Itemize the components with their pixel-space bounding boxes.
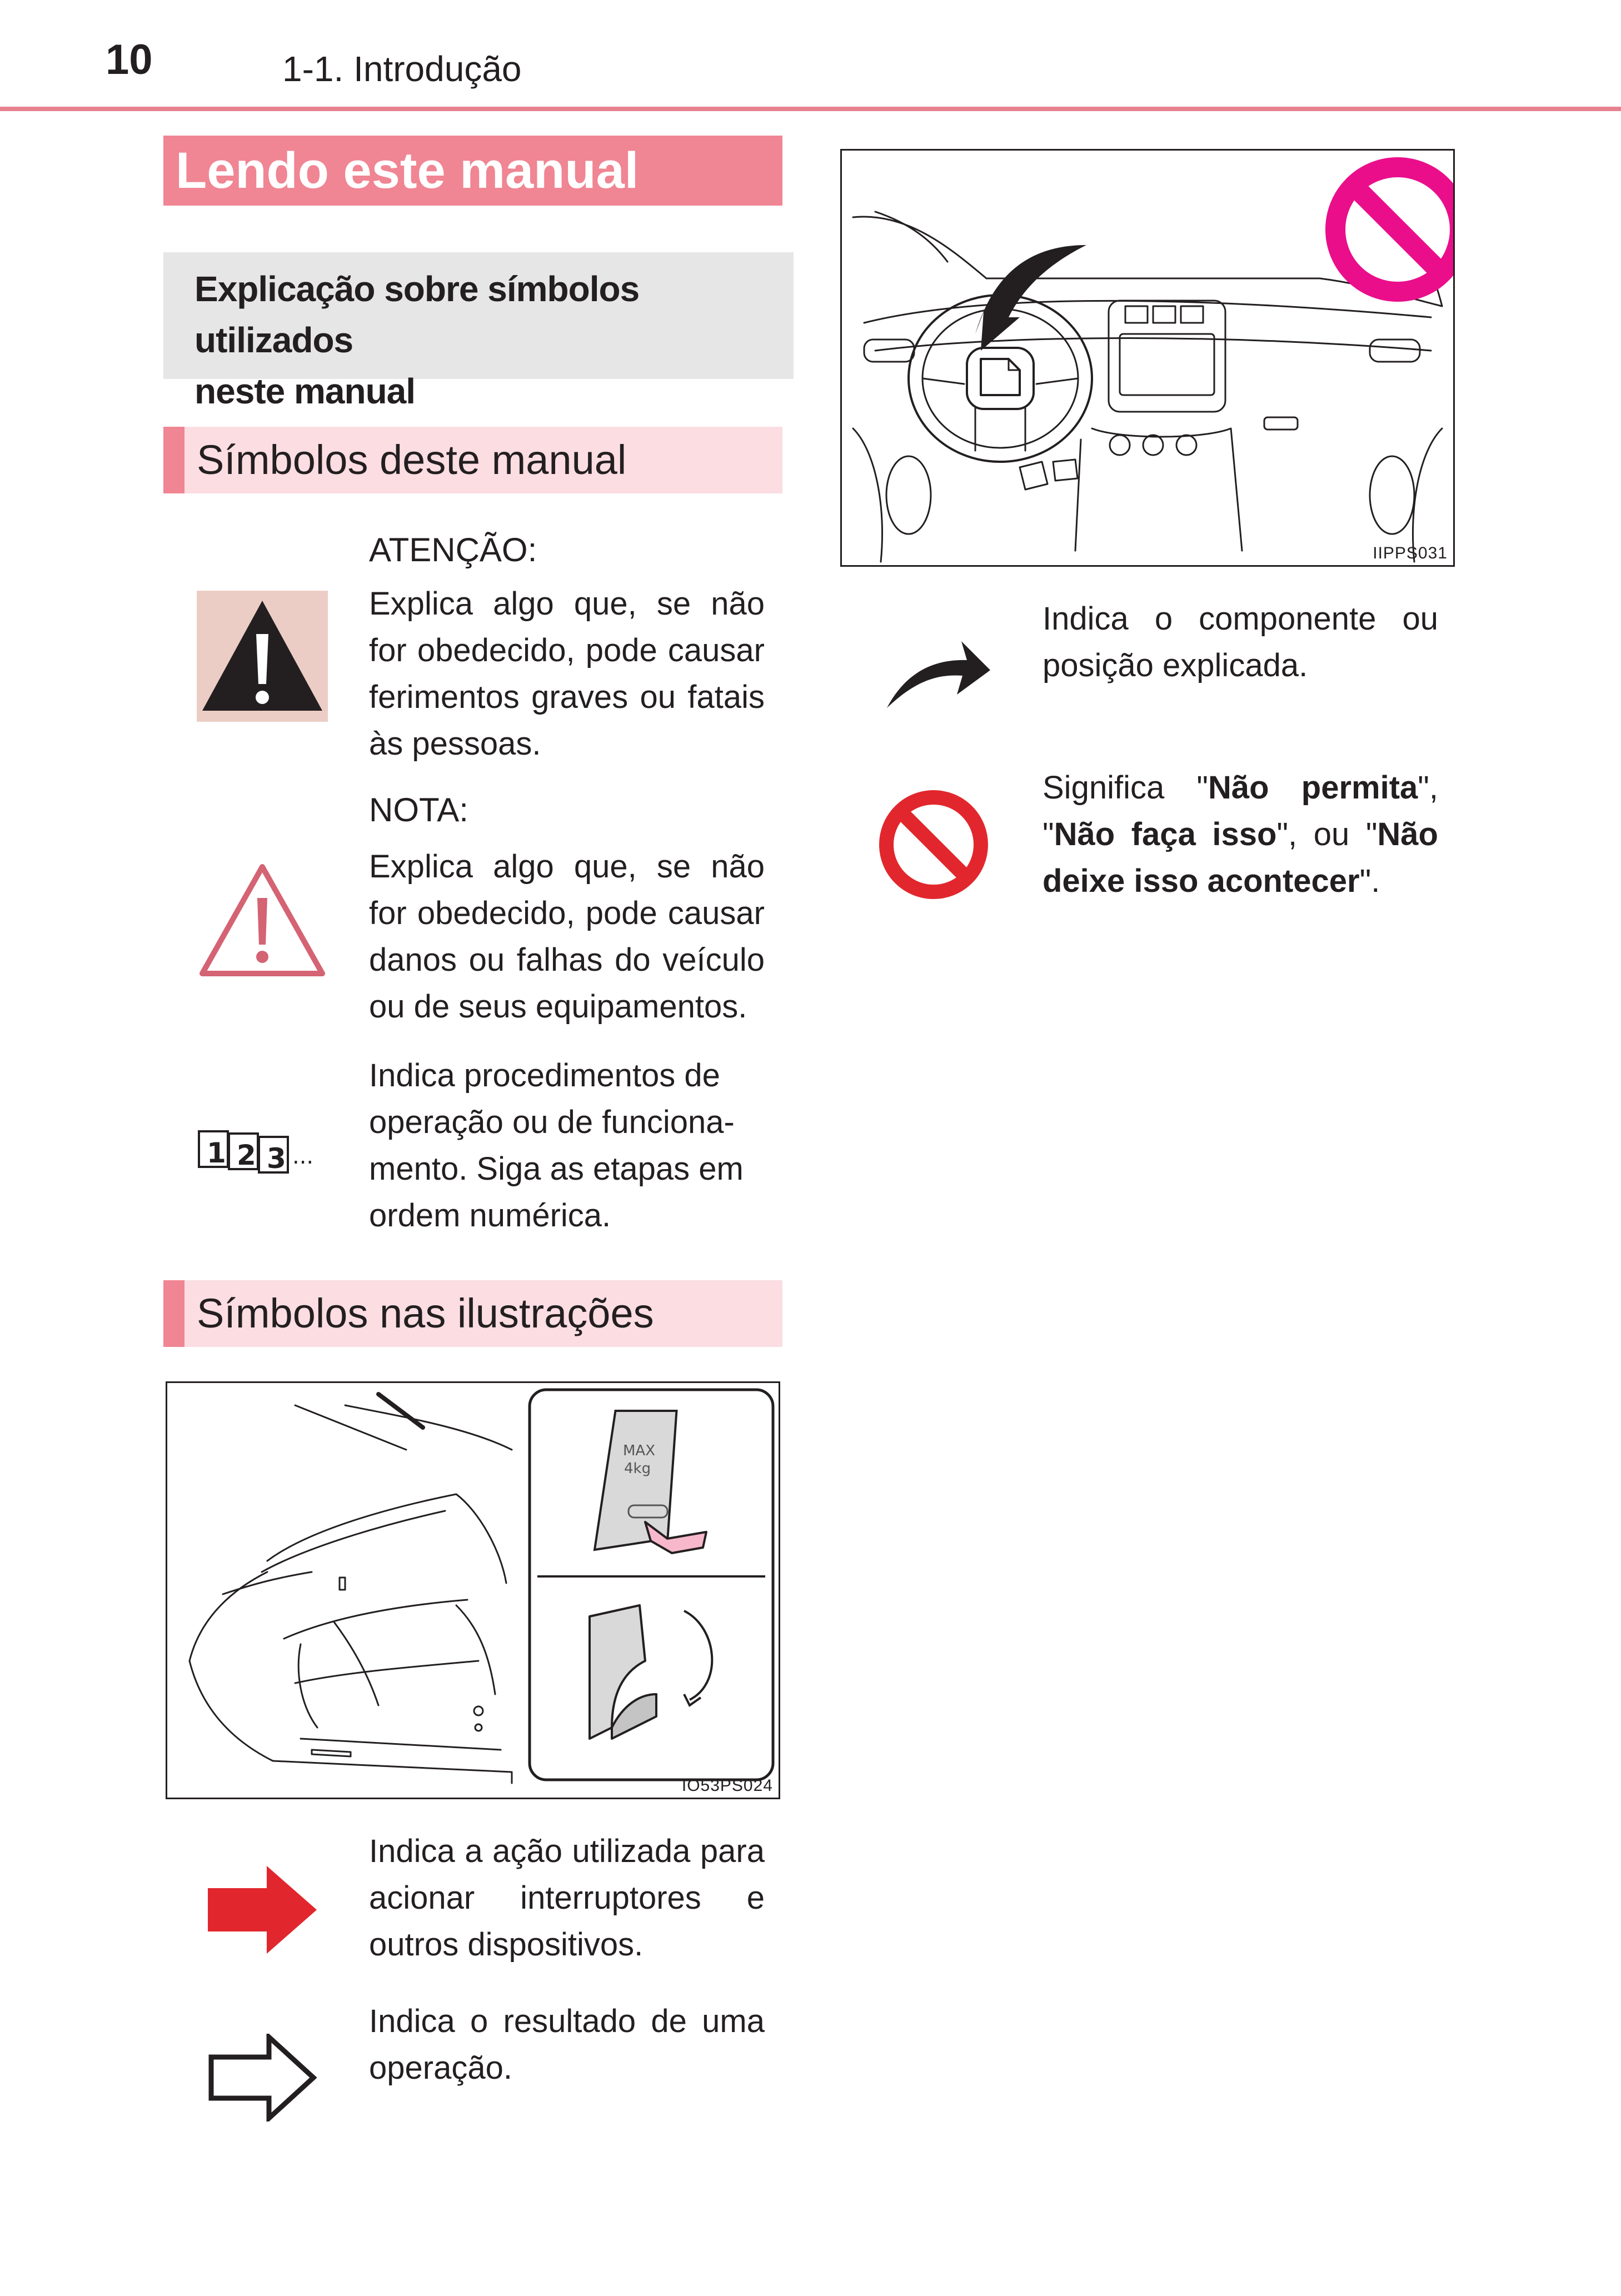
attention-text: Explica algo que, se não for obedecido, pode causar ferimentos graves ou fatais às pessoas. [369, 586, 765, 762]
curved-pointer-arrow-icon [884, 639, 992, 711]
dashboard-figure-code: IIPPS031 [1373, 544, 1448, 562]
component-text: Indica o componente ou posição explicada. [1043, 601, 1438, 683]
attention-label: ATENÇÃO: [369, 531, 537, 568]
warning-triangle-icon [197, 591, 328, 722]
subsection-line-2: neste manual [194, 371, 416, 411]
prohibition-bold-2: Não faça isso [1054, 816, 1277, 852]
heading-symbols-manual: Símbolos deste manual [163, 427, 782, 493]
steps-text: Indica procedimentos de operação ou de funciona-mento. Siga as etapas em ordem numérica. [369, 1057, 744, 1234]
subsection-line-1: Explicação sobre símbolos utilizados [194, 269, 640, 360]
step-digit-3: 3 [267, 1142, 286, 1175]
prohibition-bold-1: Não permita [1208, 770, 1418, 806]
prohibition-text [1043, 765, 1438, 905]
trunk-figure-code: IO53PS024 [681, 1776, 773, 1795]
subsection-heading [163, 252, 794, 411]
prohibition-text-prefix: Significa " [1043, 770, 1209, 806]
prohibition-text-mid-1: ", " [1043, 770, 1438, 852]
prohibition-text-suffix: ". [1359, 863, 1380, 899]
note-text: Explica algo que, se não for obedecido, pode causar danos ou falhas do veículo ou de seus equipamentos. [369, 848, 765, 1025]
header-rule [0, 107, 1621, 111]
hook-max-label: MAX [623, 1443, 656, 1459]
page-title: Lendo este manual [163, 136, 782, 206]
result-text: Indica o resultado de uma operação. [369, 2003, 765, 2086]
hook-weight-label: 4kg [624, 1460, 651, 1477]
caution-triangle-icon [197, 861, 328, 979]
prohibition-bold-3: Não deixe isso acontecer [1043, 816, 1438, 899]
step-digit-2: 2 [237, 1139, 256, 1171]
outline-result-arrow-icon [208, 2034, 317, 2122]
step-numbers-icon [197, 1128, 330, 1184]
red-action-arrow-icon [208, 1866, 317, 1954]
note-label: NOTA: [369, 791, 468, 828]
step-ellipsis: ... [292, 1144, 314, 1169]
prohibition-text-mid-2: ", ou " [1276, 816, 1378, 852]
action-text: Indica a ação utilizada para acionar interruptores e outros dispositivos. [369, 1833, 765, 1963]
heading-symbols-illustrations: Símbolos nas ilustrações [163, 1280, 782, 1347]
prohibition-sign-icon [878, 789, 989, 900]
trunk-illustration [166, 1381, 780, 1799]
dashboard-illustration [840, 149, 1455, 567]
step-digit-1: 1 [207, 1137, 226, 1169]
breadcrumb: 1-1. Introdução [282, 49, 522, 89]
page-number: 10 [106, 36, 153, 83]
